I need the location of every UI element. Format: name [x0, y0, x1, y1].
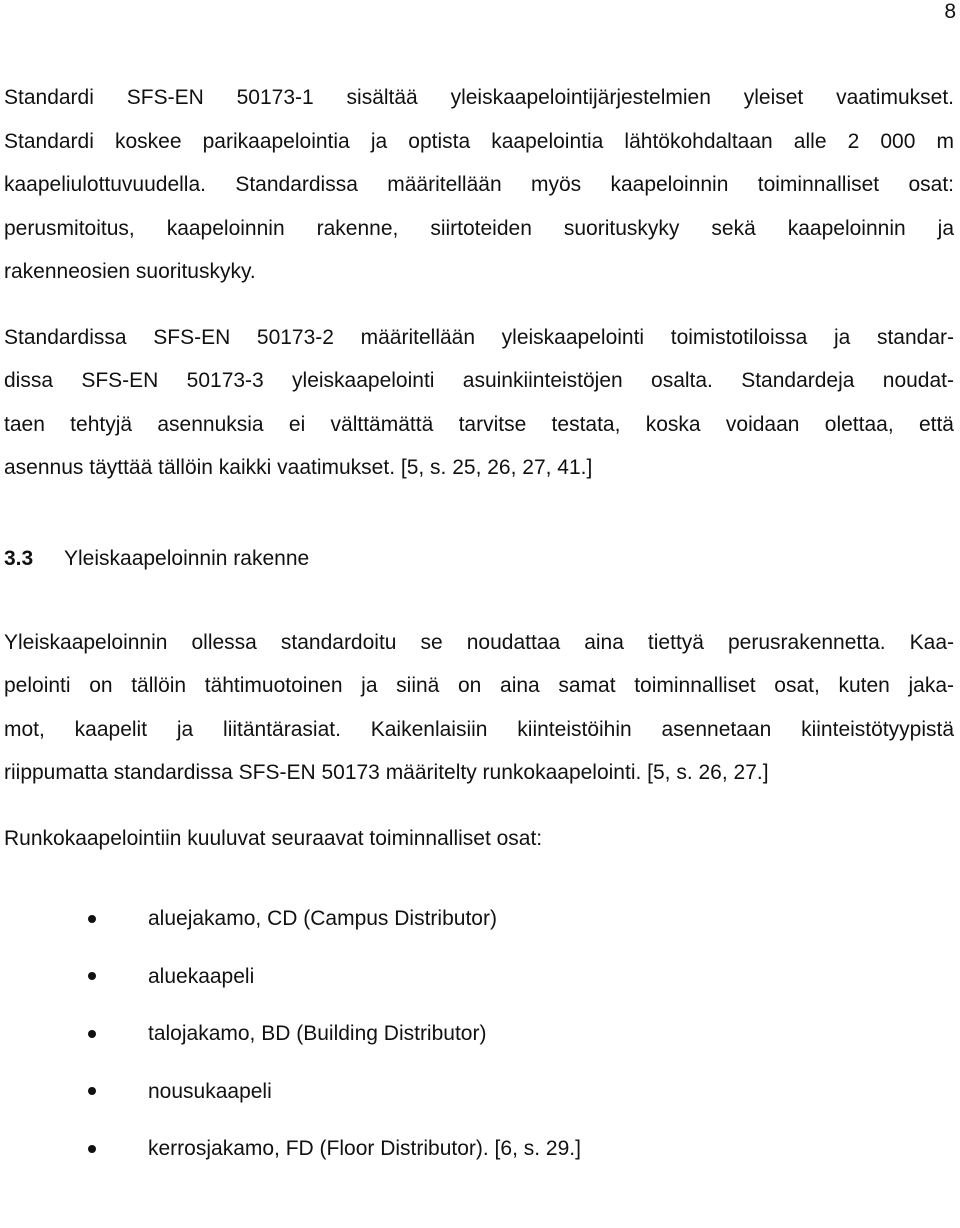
paragraph-structure — [4, 621, 954, 795]
bullet-icon — [88, 972, 96, 980]
text-line: taen tehtyjä asennuksia ei välttämättä tarvitse testata, koska voidaan olettaa, että — [4, 412, 954, 436]
text-line: mot, kaapelit ja liitäntärasiat. Kaikenlaisiin kiinteistöihin asennetaan kiinteistötyypistä — [4, 717, 954, 741]
list-item-text: aluejakamo, CD (Campus Distributor) — [148, 907, 497, 930]
text-line: perusmitoitus, kaapeloinnin rakenne, siirtoteiden suorituskyky sekä kaapeloinnin ja — [4, 216, 954, 240]
section-number: 3.3 — [4, 546, 34, 570]
list-item — [4, 948, 954, 1006]
text-line: Yleiskaapeloinnin ollessa standardoitu se noudattaa aina tiettyä perusrakennetta. Kaa- — [4, 630, 954, 654]
list-item-text: nousukaapeli — [148, 1079, 272, 1103]
text-line: Standardi koskee parikaapelointia ja optista kaapelointia lähtökohdaltaan alle 2 000 m — [4, 129, 954, 153]
list-item-text: kerrosjakamo, FD (Floor Distributor). [6, s. 29.] — [148, 1137, 581, 1160]
text-line: asennus täyttää tällöin kaikki vaatimukset. [5, s. 25, 26, 27, 41.] — [4, 456, 593, 479]
bullet-icon — [88, 1030, 96, 1038]
paragraph-standard-50173-1 — [4, 76, 954, 294]
list-item — [4, 1063, 954, 1121]
bullet-icon — [88, 1087, 96, 1095]
bullet-icon — [88, 1145, 96, 1153]
list-item — [4, 1120, 954, 1178]
paragraph-spacer — [4, 573, 954, 621]
page-content — [4, 76, 954, 1178]
paragraph-spacer — [4, 294, 954, 316]
text-line: Runkokaapelointiin kuuluvat seuraavat toiminnalliset osat: — [4, 826, 543, 850]
list-spacer — [4, 860, 954, 890]
page-number: 8 — [944, 0, 956, 23]
text-line: rakenneosien suorituskyky. — [4, 260, 256, 283]
list-item — [4, 1005, 954, 1063]
text-line: Standardissa SFS-EN 50173-2 määritellään yleiskaapelointi toimistotiloissa ja standar- — [4, 325, 954, 349]
list-item-text: aluekaapeli — [148, 964, 255, 988]
section-heading — [4, 545, 954, 573]
paragraph-spacer — [4, 795, 954, 817]
text-line: Standardi SFS-EN 50173-1 sisältää yleiskaapelointijärjestelmien yleiset vaatimukset. — [4, 86, 954, 109]
list-item-text: talojakamo, BD (Building Distributor) — [148, 1022, 487, 1045]
paragraph-spacer — [4, 490, 954, 545]
section-title: Yleiskaapeloinnin rakenne — [64, 546, 310, 570]
paragraph-backbone-intro — [4, 817, 954, 861]
text-line: dissa SFS-EN 50173-3 yleiskaapelointi asuinkiinteistöjen osalta. Standardeja noudat- — [4, 369, 954, 392]
paragraph-standard-50173-2-3 — [4, 316, 954, 490]
text-line: riippumatta standardissa SFS-EN 50173 määritelty runkokaapelointi. [5, s. 26, 27.] — [4, 761, 769, 784]
text-line: kaapeliulottuvuudella. Standardissa määritellään myös kaapeloinnin toiminnalliset osat: — [4, 173, 954, 196]
bullet-icon — [88, 915, 96, 923]
list-item — [4, 890, 954, 948]
text-line: pelointi on tällöin tähtimuotoinen ja siinä on aina samat toiminnalliset osat, kuten jaka- — [4, 674, 954, 697]
backbone-parts-list — [4, 890, 954, 1178]
